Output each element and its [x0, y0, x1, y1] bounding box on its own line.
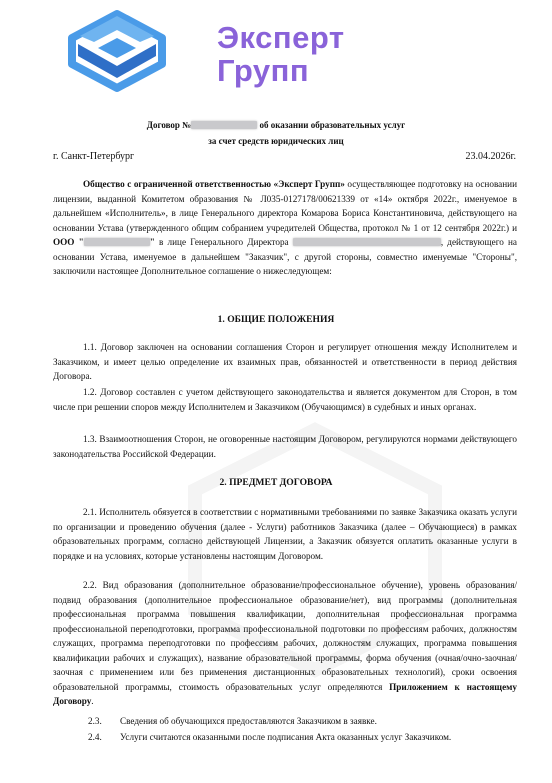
clause-1-3: 1.3. Взаимоотношения Сторон, не оговоренные настоящим Договором, регулируются нормами действующего законодательства Российской Федерации. [53, 434, 517, 459]
redacted-contract-number [191, 121, 257, 129]
city: г. Санкт-Петербург [53, 151, 135, 162]
document-subtitle: за счет средств юридических лиц [208, 136, 344, 146]
company-logo-icon [58, 8, 176, 94]
clause-1-2: 1.2. Договор составлен с учетом действующего законодательства и является документом для Сторон, в том числе при решении споров между Исполнителем и Заказчиком (Обучающимся) в судебных и иных органах. [53, 387, 517, 412]
clause-2-3: 2.3. Сведения об обучающихся предоставляются Заказчиком в заявке. [88, 716, 377, 726]
section-2-heading: 2. ПРЕДМЕТ ДОГОВОРА [219, 477, 333, 488]
redacted-director-name [293, 238, 441, 246]
clause-2-2: 2.2. Вид образования (дополнительное образование/профессиональное обучение), уровень образования/подвид образования (дополнительное профессиональное образование/нет), вид программы (дополнительная профессиональная программа повышения квалификации, дополнительная профессиональная программа профессиональной переподготовки, программа профессиональной подготовки по профессиям рабочих, должностям служащих, программа переподготовки по профессиям рабочих, должностям служащих, программа повышения квалификации рабочих и служащих), название образовательной программы, форма обучения (очная/очно-заочная/заочная с применением или без применения дистанционных образовательных технологий), сроки освоения образовательной программы, стоимость образовательных услуг определяются Приложением к настоящему Договору. [53, 580, 517, 706]
clause-2-4: 2.4. Услуги считаются оказанными после подписания Акта оказанных услуг Заказчиком. [88, 732, 452, 742]
section-1-heading: 1. ОБЩИЕ ПОЛОЖЕНИЯ [217, 314, 335, 325]
document-title: Договор № об оказании образовательных услуг [146, 120, 406, 130]
document-date: 23.04.2026г. [465, 151, 516, 162]
redacted-customer-name [84, 238, 150, 246]
company-logo-text [217, 22, 345, 88]
organization-name: Общество с ограниченной ответственностью «Эксперт Групп» [83, 179, 345, 189]
clause-2-1: 2.1. Исполнитель обязуется в соответствии с нормативными требованиями по заявке Заказчика оказать услуги по организации и проведению обучения (далее - Услуги) работников Заказчика (далее – Обучающиеся) в рамках образовательных программ, согласно действующей Лицензии, а Заказчик обязуется оплатить оказанные услуги в порядке и на условиях, которые установлены настоящим Договором. [53, 507, 517, 561]
logo-line-1: Эксперт [217, 20, 345, 55]
intro-paragraph: Общество с ограниченной ответственностью «Эксперт Групп» осуществляющее подготовку на основании лицензии, выданной Комитетом образования № Л035-0127178/00621339 от «14» октября 2022г., именуемое в дальнейшем «Исполнитель», в лице Генерального директора Комарова Бориса Константиновича, действующего на основании Устава (утвержденного общим собранием учредителей Общества, протокол № 1 от 12 сентября 2022г.) и ООО " " в лице Генерального Директора , действующего на основании Устава, именуемое в дальнейшем "Заказчик", с другой стороны, совместно именуемые "Стороны", заключили настоящее Дополнительное соглашение о нижеследующем: [53, 179, 517, 276]
logo-line-2: Групп [217, 53, 310, 88]
clause-1-1: 1.1. Договор заключен на основании соглашения Сторон и регулирует отношения между Исполнителем и Заказчиком, и имеет целью определение их взаимных прав, обязанностей и ответственности в период действия Договора. [53, 342, 517, 381]
